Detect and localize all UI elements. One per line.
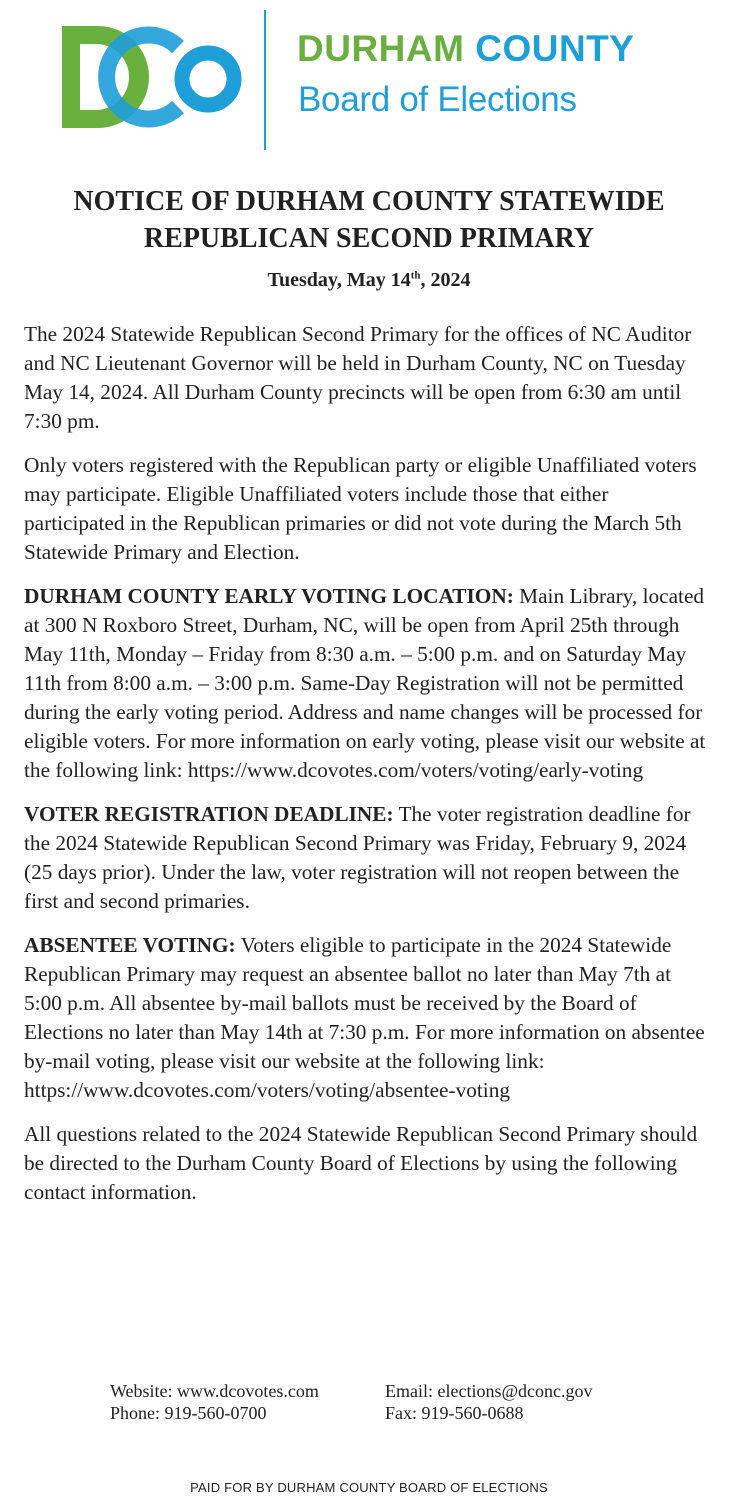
election-date-suffix: th bbox=[410, 269, 421, 282]
contact-right bbox=[385, 1380, 593, 1424]
notice-title bbox=[0, 183, 738, 257]
contact-phone: Phone: 919-560-0700 bbox=[110, 1403, 267, 1423]
notice-title-line2: REPUBLICAN SECOND PRIMARY bbox=[143, 223, 595, 254]
header bbox=[0, 0, 738, 170]
early-voting-text: Main Library, located at 300 N Roxboro Street, Durham, NC, will be open from April 25th through May 11th, Monday – Friday from 8:30 a.m. – 5:00 p.m. and on Saturday May 11th from 8:00 a.m. – 3:00 p.m. Same-Day Registration will not be permitted during the early voting period. Address and name changes will be processed for eligible voters. For more information on early voting, please visit our website at the following link: https://www.dcovotes.com/voters/voting/early-voting bbox=[24, 584, 706, 782]
header-divider bbox=[264, 10, 266, 150]
early-voting-label: DURHAM COUNTY EARLY VOTING LOCATION: bbox=[24, 584, 514, 608]
org-name-county: COUNTY bbox=[475, 28, 635, 69]
notice-body bbox=[24, 320, 714, 1222]
election-date bbox=[0, 269, 738, 292]
election-date-year: , 2024 bbox=[420, 269, 471, 291]
contact-fax: Fax: 919-560-0688 bbox=[385, 1403, 524, 1423]
contact-left bbox=[110, 1380, 319, 1424]
election-date-main: Tuesday, May 14 bbox=[267, 269, 411, 291]
contact-email: Email: elections@dconc.gov bbox=[385, 1381, 593, 1401]
registration-deadline-text: The voter registration deadline for the 2024 Statewide Republican Second Primary was Friday, February 9, 2024 (25 days prior). Under the law, voter registration will not reopen between the first and second primaries. bbox=[24, 802, 691, 913]
paragraph-early-voting bbox=[24, 582, 714, 785]
org-name-durham: DURHAM bbox=[297, 28, 465, 69]
registration-deadline-label: VOTER REGISTRATION DEADLINE: bbox=[24, 802, 394, 826]
paragraph-overview: The 2024 Statewide Republican Second Primary for the offices of NC Auditor and NC Lieutenant Governor will be held in Durham County, NC on Tuesday May 14, 2024. All Durham County precincts will be open from 6:30 am until 7:30 pm. bbox=[24, 322, 692, 433]
paragraph-registration-deadline bbox=[24, 800, 714, 916]
dco-logo-icon bbox=[58, 22, 243, 132]
absentee-voting-text: Voters eligible to participate in the 2024 Statewide Republican Primary may request an absentee ballot no later than May 7th at 5:00 p.m. All absentee by-mail ballots must be received by the Board of Elections no later than May 14th at 7:30 p.m. For more information on absentee by-mail voting, please visit our website at the following link: https://www.dcovotes.com/voters/voting/absentee-voting bbox=[24, 933, 705, 1102]
contact-website: Website: www.dcovotes.com bbox=[110, 1381, 319, 1401]
paragraph-absentee-voting bbox=[24, 931, 714, 1105]
paid-for-footer: PAID FOR BY DURHAM COUNTY BOARD OF ELECTIONS bbox=[190, 1480, 548, 1495]
notice-title-line1: NOTICE OF DURHAM COUNTY STATEWIDE bbox=[73, 186, 665, 217]
absentee-voting-label: ABSENTEE VOTING: bbox=[24, 933, 236, 957]
paragraph-eligibility: Only voters registered with the Republican party or eligible Unaffiliated voters may participate. Eligible Unaffiliated voters include those that either participated in the Republican primaries or did not vote during the March 5th Statewide Primary and Election. bbox=[24, 453, 697, 564]
paragraph-questions: All questions related to the 2024 Statewide Republican Second Primary should be directed to the Durham County Board of Elections by using the following contact information. bbox=[24, 1122, 698, 1204]
org-name-line2: Board of Elections bbox=[298, 80, 577, 119]
org-name-line1 bbox=[297, 28, 634, 70]
